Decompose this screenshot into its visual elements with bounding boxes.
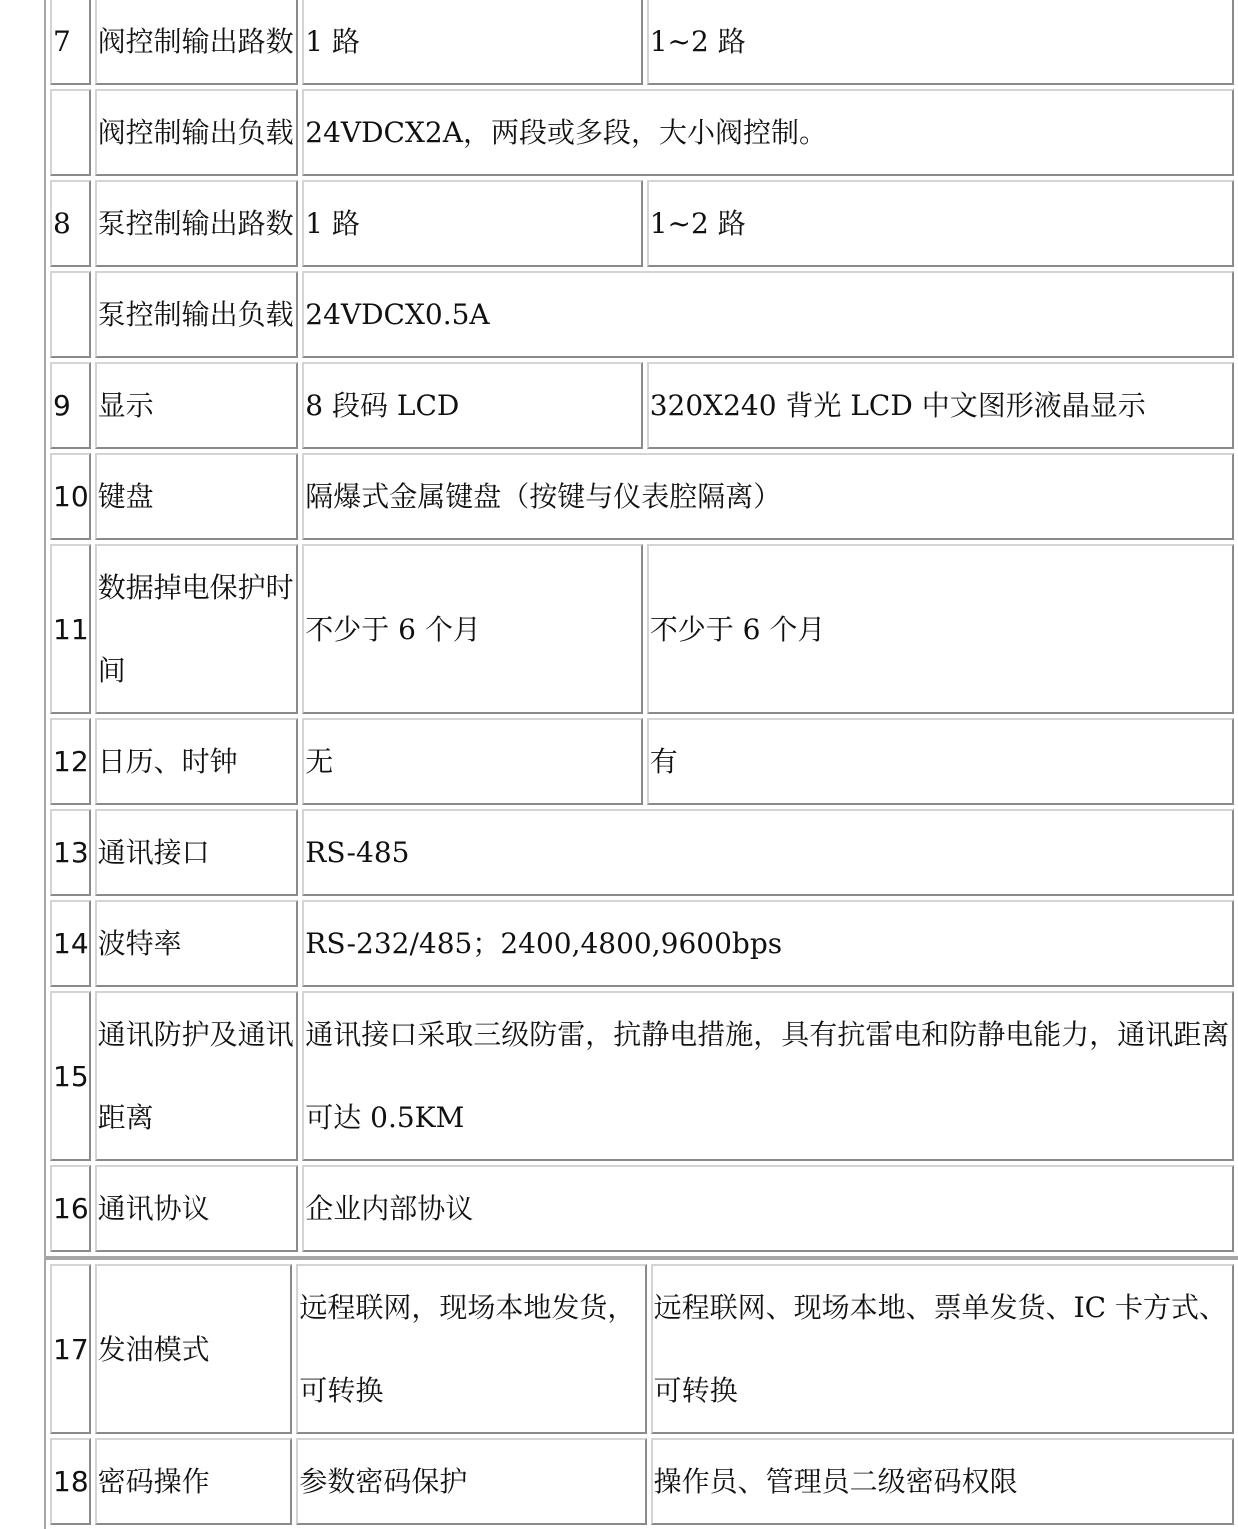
row-number: 14 [50,900,91,987]
row-number: 17 [50,1264,91,1434]
param-name: 阀控制输出负载 [95,89,299,176]
row-number: 11 [50,544,91,714]
spec-value-b: 远程联网、现场本地、票单发货、IC 卡方式、可转换 [651,1264,1234,1434]
spec-value-b: 操作员、管理员二级密码权限 [651,1438,1234,1525]
table-row [50,362,1234,449]
spec-value-a: 参数密码保护 [296,1438,646,1525]
table-row [50,809,1234,896]
table-row [50,180,1234,267]
spec-value-a: 无 [302,718,642,805]
row-number: 16 [50,1165,91,1252]
row-number [50,89,91,176]
spec-table-1 [44,0,1238,1258]
table-row [50,544,1234,714]
table-row [50,900,1234,987]
spec-value-b: 1~2 路 [647,0,1234,85]
row-number: 10 [50,453,91,540]
table-row [50,0,1234,85]
spec-value-a: 8 段码 LCD [302,362,642,449]
row-number [50,271,91,358]
table-row [50,1264,1234,1434]
param-name: 泵控制输出负载 [95,271,299,358]
table-row [50,453,1234,540]
table-row [50,271,1234,358]
spec-value-b: 有 [647,718,1234,805]
param-name: 显示 [95,362,299,449]
row-number: 8 [50,180,91,267]
spec-value-span: 通讯接口采取三级防雷，抗静电措施，具有抗雷电和防静电能力，通讯距离可达 0.5KM [302,991,1234,1161]
spec-value-b: 1~2 路 [647,180,1234,267]
row-number: 15 [50,991,91,1161]
spec-value-span: 24VDCX2A，两段或多段，大小阀控制。 [302,89,1234,176]
spec-value-span: 24VDCX0.5A [302,271,1234,358]
spec-value-a: 1 路 [302,0,642,85]
spec-value-a: 远程联网，现场本地发货，可转换 [296,1264,646,1434]
spec-value-a: 1 路 [302,180,642,267]
row-number: 18 [50,1438,91,1525]
spec-value-span: 隔爆式金属键盘（按键与仪表腔隔离） [302,453,1234,540]
param-name: 泵控制输出路数 [95,180,299,267]
param-name: 数据掉电保护时间 [95,544,299,714]
row-number: 7 [50,0,91,85]
param-name: 发油模式 [95,1264,293,1434]
spec-value-b: 不少于 6 个月 [647,544,1234,714]
param-name: 通讯防护及通讯距离 [95,991,299,1161]
param-name: 通讯协议 [95,1165,299,1252]
spec-value-a: 不少于 6 个月 [302,544,642,714]
table-row [50,718,1234,805]
param-name: 波特率 [95,900,299,987]
spec-value-span: RS-485 [302,809,1234,896]
spec-value-b: 320X240 背光 LCD 中文图形液晶显示 [647,362,1234,449]
param-name: 密码操作 [95,1438,293,1525]
row-number: 12 [50,718,91,805]
spec-table-2 [44,1258,1238,1529]
param-name: 键盘 [95,453,299,540]
row-number: 13 [50,809,91,896]
table-row [50,1438,1234,1525]
param-name: 日历、时钟 [95,718,299,805]
table-row [50,89,1234,176]
spec-value-span: 企业内部协议 [302,1165,1234,1252]
param-name: 通讯接口 [95,809,299,896]
table-row [50,991,1234,1161]
spec-value-span: RS-232/485；2400,4800,9600bps [302,900,1234,987]
row-number: 9 [50,362,91,449]
table-row [50,1165,1234,1252]
param-name: 阀控制输出路数 [95,0,299,85]
